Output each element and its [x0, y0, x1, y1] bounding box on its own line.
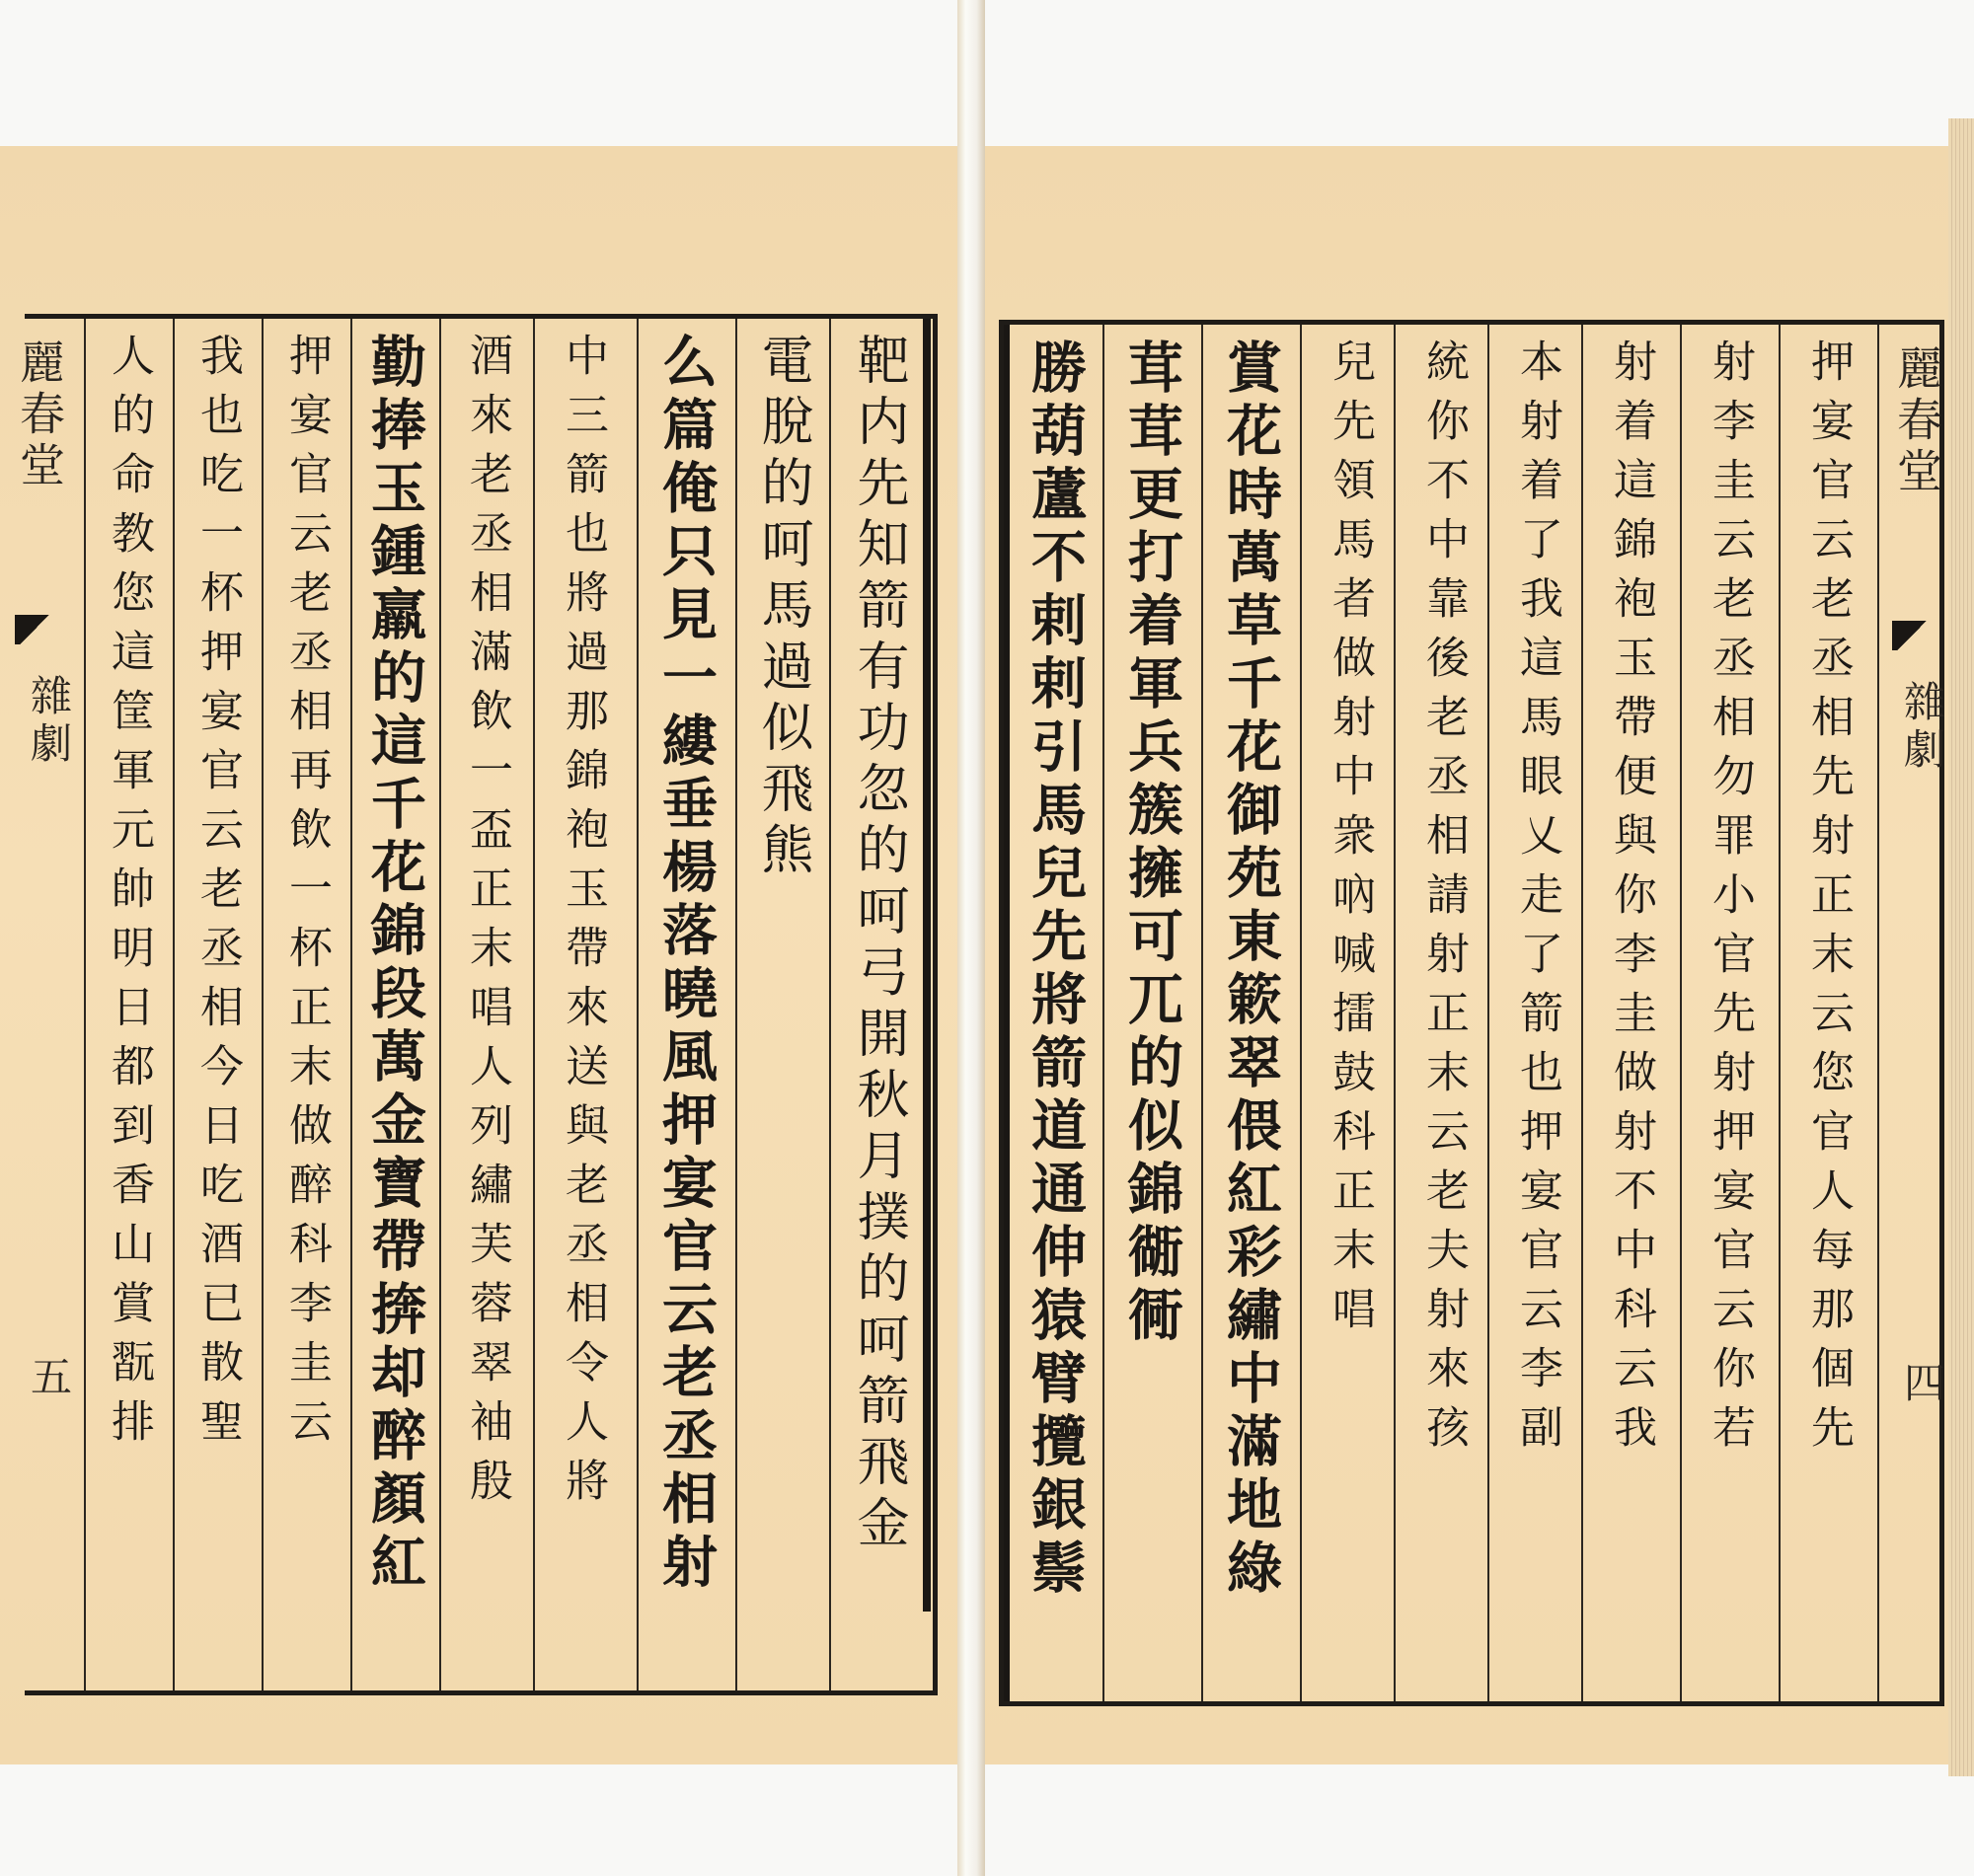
text-column-8: 我也吃一杯押宴官云老丞相今日吃酒已散聖 [192, 333, 243, 1458]
text-column-6: 勤捧玉鍾羸的這千花錦段萬金寶帶捹却醉顏紅 [362, 333, 427, 1596]
right-margin-subtitle: 雜劇 [1898, 680, 1946, 775]
text-column-4: 本射着了我這馬眼乂走了箭也押宴官云李副 [1512, 338, 1562, 1463]
book-gutter [957, 0, 985, 1876]
left-margin-title: 麗春堂 [13, 338, 66, 492]
text-column-9: 勝葫蘆不剌剌引馬兒先將箭道通伸猿臂攬銀鬃 [1023, 338, 1088, 1602]
text-column-7: 賞花時萬草千花御苑東簌翠偎紅彩繡中滿地綠 [1218, 338, 1283, 1602]
column-rule [735, 319, 737, 1690]
column-rule [829, 319, 831, 1690]
column-rule [1102, 325, 1104, 1701]
left-heavy-rule [923, 319, 931, 1612]
right-margin-title: 麗春堂 [1890, 344, 1943, 498]
text-column-3: 么篇俺只見一縷垂楊落曉風押宴官云老丞相射 [653, 333, 719, 1596]
column-rule [1394, 325, 1396, 1701]
left-text-frame [13, 314, 938, 1695]
column-rule [262, 319, 264, 1690]
right-page-number: 四 [1898, 1361, 1946, 1408]
left-page-number: 五 [25, 1355, 73, 1402]
text-column-9: 人的命教您這筐軍元帥明日都到香山賞翫排 [104, 333, 154, 1458]
column-rule [173, 319, 175, 1690]
right-heavy-rule [1004, 325, 1010, 1701]
column-rule [637, 319, 639, 1690]
text-column-3: 射着這錦袍玉帶便與你李圭做射不中科云我 [1606, 338, 1656, 1463]
column-rule [350, 319, 352, 1690]
column-rule [533, 319, 535, 1690]
column-rule [1581, 325, 1583, 1701]
text-column-7: 押宴官云老丞相再飲一杯正末做醉科李圭云 [281, 333, 332, 1458]
text-column-5: 統你不中靠後老丞相請射正末云老夫射來孩 [1418, 338, 1469, 1463]
left-fish-tail-mark [15, 615, 54, 644]
right-text-frame [999, 320, 1944, 1706]
page-fore-edge [1948, 118, 1974, 1776]
text-column-2: 電脫的呵馬過似飛熊 [753, 333, 813, 883]
column-rule [1877, 325, 1879, 1701]
column-rule [1201, 325, 1203, 1701]
text-column-8: 茸茸更打着軍兵簇擁可兀的似錦衚衕 [1119, 338, 1184, 1349]
text-column-4: 中三箭也將過那錦袍玉帶來送與老丞相令人將 [558, 333, 608, 1517]
right-fish-tail-mark [1892, 621, 1932, 650]
column-rule [1300, 325, 1302, 1701]
column-rule [1779, 325, 1781, 1701]
text-column-1: 靶内先知箭有功忽的呵弓開秋月撲的呵箭飛金 [849, 333, 909, 1556]
bottom-paper-margin [0, 1764, 1974, 1876]
column-rule [84, 319, 86, 1690]
text-column-1: 押宴官云老丞相先射正末云您官人每那個先 [1803, 338, 1854, 1463]
top-paper-margin [0, 0, 1974, 146]
column-rule [439, 319, 441, 1690]
text-column-5: 酒來老丞相滿飲一盃正末唱人列繡芙蓉翠袖殷 [462, 333, 512, 1517]
left-margin-subtitle: 雜劇 [25, 674, 73, 769]
column-rule [1680, 325, 1682, 1701]
column-rule [1487, 325, 1489, 1701]
text-column-2: 射李圭云老丞相勿罪小官先射押宴官云你若 [1705, 338, 1755, 1463]
text-column-6: 兒先領馬者做射中衆吶喊擂鼓科正末唱 [1325, 338, 1375, 1345]
